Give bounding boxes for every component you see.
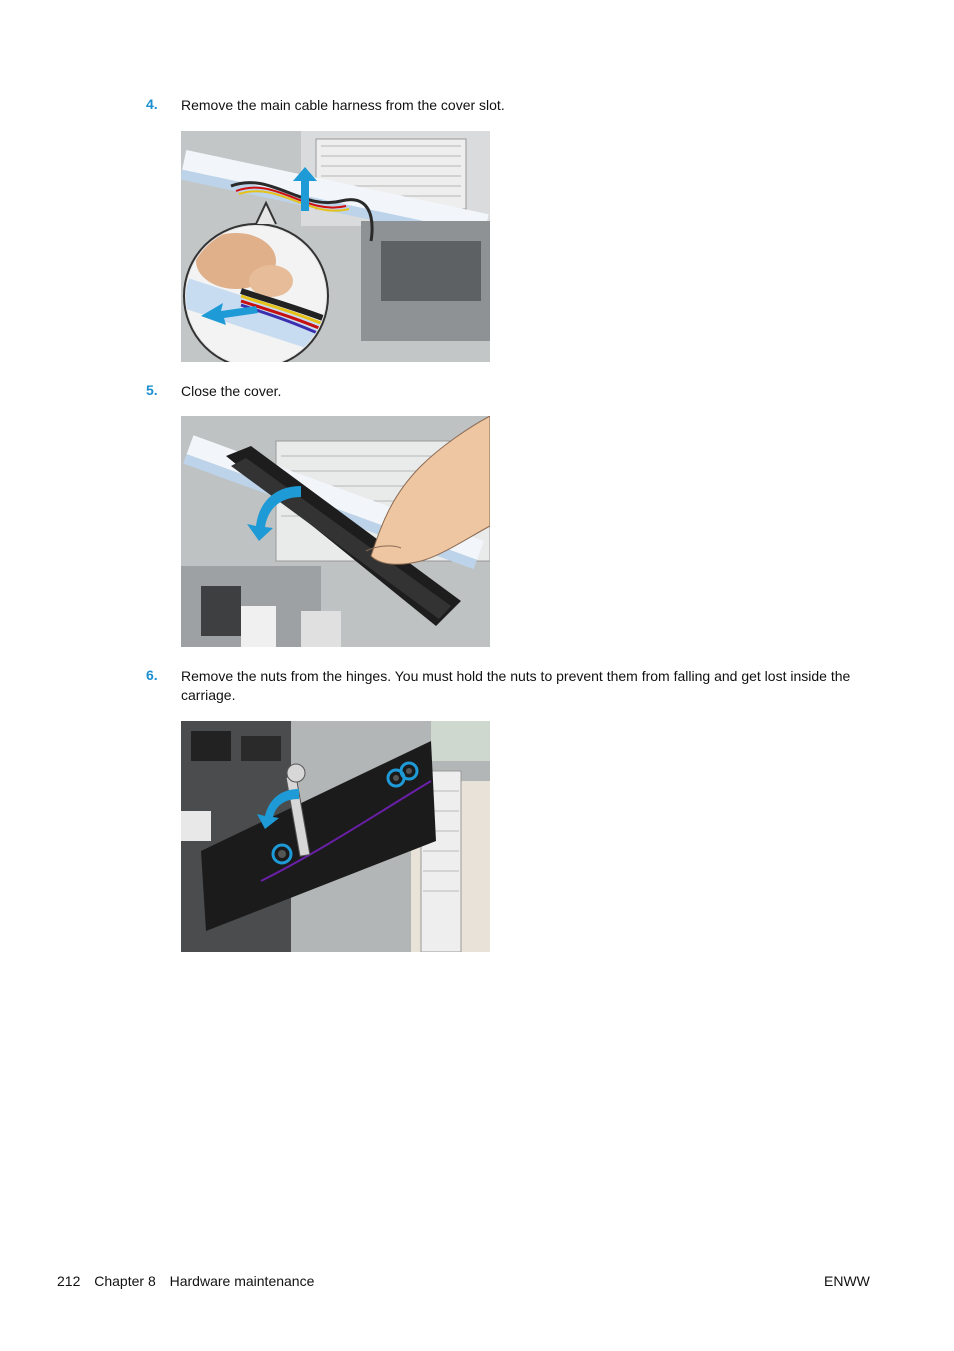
page-number: 212 xyxy=(57,1273,81,1289)
step-5-text: Close the cover. xyxy=(181,383,282,399)
step-6-number: 6. xyxy=(146,667,158,683)
step-5-number: 5. xyxy=(146,382,158,398)
step-4-illustration xyxy=(181,131,490,362)
step-4-number: 4. xyxy=(146,96,158,112)
step-5-illustration xyxy=(181,416,490,647)
chapter-label: Chapter 8 xyxy=(94,1273,156,1289)
step-6-illustration xyxy=(181,721,490,952)
step-6-text: Remove the nuts from the hinges. You must hold the nuts to prevent them from falling and get lost inside the carriage. xyxy=(181,668,851,703)
section-label: Hardware maintenance xyxy=(169,1273,315,1289)
footer-right: ENWW xyxy=(824,1273,870,1289)
footer-left xyxy=(57,1273,324,1289)
step-4-text: Remove the main cable harness from the cover slot. xyxy=(181,97,505,113)
